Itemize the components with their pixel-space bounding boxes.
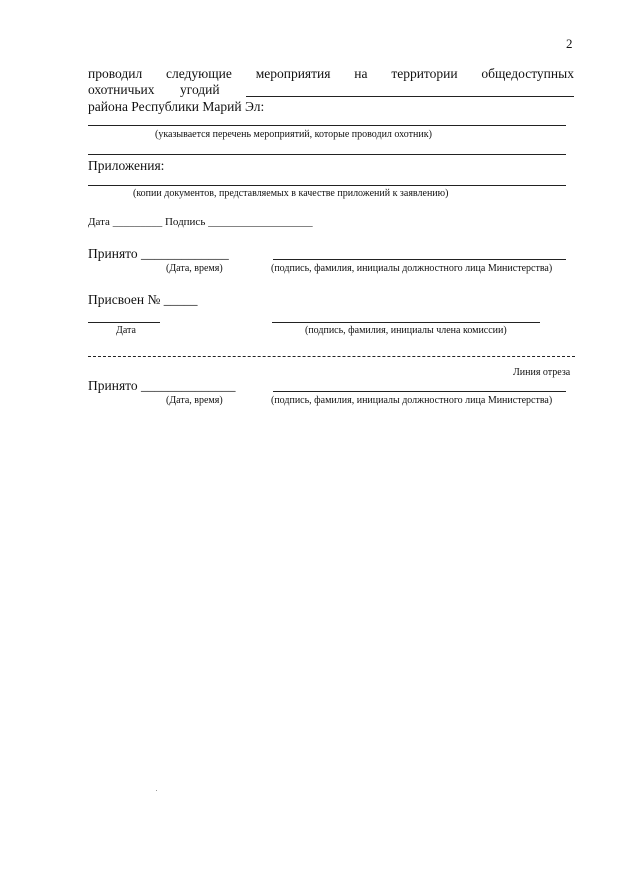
date-label: Дата [88, 216, 110, 228]
assigned-date-blank-line[interactable] [88, 322, 160, 323]
attachments-caption: (копии документов, представляемых в качестве приложений к заявлению) [133, 188, 449, 199]
cut-line-label: Линия отреза [513, 367, 571, 378]
hunting-grounds-blank-line[interactable] [246, 96, 574, 97]
signature-blank[interactable]: ___________________ [208, 216, 313, 228]
activities-caption: (указывается перечень мероприятий, которые проводил охотник) [155, 129, 432, 140]
intro-line-2-word-1: охотничьих [88, 82, 155, 97]
accepted-label-1 [88, 246, 229, 262]
activities-blank-line[interactable] [88, 125, 566, 126]
intro-word: следующие [166, 66, 232, 81]
intro-word: проводил [88, 66, 143, 81]
attachments-label: Приложения: [88, 158, 165, 173]
accepted-label-text: Принято [88, 246, 138, 261]
intro-line-2-word-2: угодий [180, 82, 220, 97]
accepted-label-text: Принято [88, 378, 138, 393]
assigned-member-blank-line[interactable] [272, 322, 540, 323]
accepted-official-blank-line[interactable] [273, 259, 566, 260]
attachments-blank-line[interactable] [88, 185, 566, 186]
accepted-official-caption: (подпись, фамилия, инициалы должностного лица Министерства) [271, 263, 553, 274]
assigned-date-caption: Дата [116, 325, 136, 336]
intro-word: мероприятия [255, 66, 331, 81]
accepted-blank[interactable]: ______________ [141, 378, 236, 393]
assigned-blank[interactable]: _____ [163, 292, 198, 307]
intro-word: на [354, 66, 368, 81]
assigned-label: Присвоен № [88, 292, 161, 307]
activities-blank-line-2[interactable] [88, 154, 566, 155]
signature-label: Подпись [164, 216, 206, 228]
date-signature-line [88, 216, 313, 228]
intro-word: общедоступных [481, 66, 574, 81]
scan-speck [156, 790, 157, 791]
district-line: района Республики Марий Эл: [88, 99, 265, 114]
page-number: 2 [566, 36, 573, 51]
intro-word: территории [391, 66, 458, 81]
accepted-blank[interactable]: _____________ [141, 246, 229, 261]
accepted-2-official-caption: (подпись, фамилия, инициалы должностного лица Министерства) [271, 395, 553, 406]
cut-line [88, 356, 575, 357]
date-blank[interactable]: _________ [112, 216, 163, 228]
accepted-label-2 [88, 378, 236, 394]
accepted-2-datetime-caption: (Дата, время) [166, 395, 223, 406]
accepted-2-official-blank-line[interactable] [273, 391, 566, 392]
intro-line-1 [88, 66, 574, 82]
assigned-number-line [88, 292, 198, 308]
accepted-datetime-caption: (Дата, время) [166, 263, 223, 274]
assigned-member-caption: (подпись, фамилия, инициалы члена комиссии) [305, 325, 507, 336]
